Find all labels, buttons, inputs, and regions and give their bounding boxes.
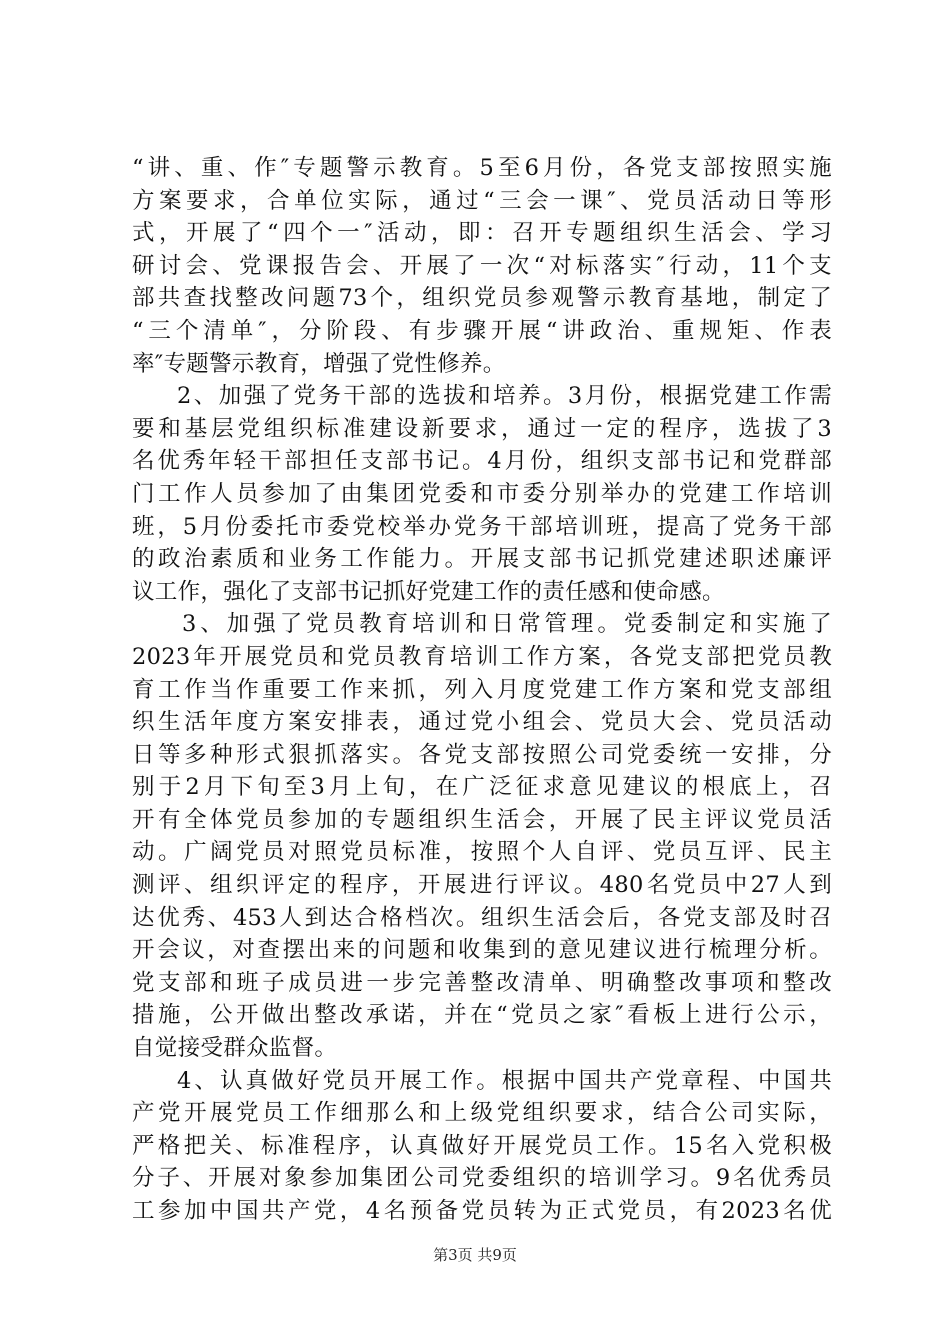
- text-line: 动。广阔党员对照党员标准，按照个人自评、党员互评、民主: [132, 839, 832, 866]
- text-line: 党支部和班子成员进一步完善整改清单、明确整改事项和整改: [132, 969, 832, 996]
- text-line: 部共查找整改问题73个，组织党员参观警示教育基地，制定了: [132, 285, 832, 312]
- text-line: 班，5月份委托市委党校举办党务干部培训班，提高了党务干部: [132, 513, 832, 540]
- text-line: 议工作，强化了支部书记抓好党建工作的责任感和使命感。: [132, 578, 725, 605]
- text-line: 织生活年度方案安排表，通过党小组会、党员大会、党员活动: [132, 709, 832, 736]
- text-line: “讲、重、作″专题警示教育。5至6月份，各党支部按照实施: [132, 155, 832, 181]
- text-line: 的政治素质和业务工作能力。开展支部书记抓党建述职述廉评: [132, 546, 832, 573]
- text-line: 分子、开展对象参加集团公司党委组织的培训学习。9名优秀员: [132, 1165, 832, 1192]
- text-line: 产党开展党员工作细那么和上级党组织要求，结合公司实际，: [132, 1100, 832, 1127]
- text-line: 要和基层党组织标准建设新要求，通过一定的程序，选拔了3: [132, 415, 832, 442]
- text-line: 别于2月下旬至3月上旬，在广泛征求意见建议的根底上，召: [132, 774, 832, 801]
- text-line: 严格把关、标准程序，认真做好开展党员工作。15名入党积极: [132, 1132, 832, 1159]
- document-body: [132, 152, 832, 1228]
- text-line: 措施，公开做出整改承诺，并在“党员之家″看板上进行公示，: [132, 1002, 832, 1029]
- paragraph-3-start: 3、加强了党员教育培训和日常管理。党委制定和实施了: [182, 611, 832, 638]
- text-line: 工参加中国共产党，4名预备党员转为正式党员，有2023名优: [132, 1198, 832, 1224]
- text-line: 日等多种形式狠抓落实。各党支部按照公司党委统一安排，分: [132, 741, 832, 768]
- text-line: 自觉接受群众监督。: [132, 1035, 338, 1062]
- text-line: 开会议，对查摆出来的问题和收集到的意见建议进行梳理分析。: [132, 937, 832, 964]
- text-line: “三个清单″，分阶段、有步骤开展“讲政治、重规矩、作表: [132, 317, 832, 344]
- text-line: 开有全体党员参加的专题组织生活会，开展了民主评议党员活: [132, 806, 832, 833]
- text-line: 名优秀年轻干部担任支部书记。4月份，组织支部书记和党群部: [132, 448, 832, 475]
- text-line: 式，开展了“四个一″活动，即：召开专题组织生活会、学习: [132, 220, 832, 247]
- text-line: 研讨会、党课报告会、开展了一次“对标落实″行动，11个支: [132, 252, 832, 279]
- paragraph-2-start: 2、加强了党务干部的选拔和培养。3月份，根据党建工作需: [177, 383, 832, 410]
- text-line: 率″专题警示教育，增强了党性修养。: [132, 350, 506, 377]
- text-line: 2023年开展党员和党员教育培训工作方案，各党支部把党员教: [132, 643, 832, 670]
- text-line: 达优秀、453人到达合格档次。组织生活会后，各党支部及时召: [132, 904, 832, 931]
- page-number-footer: 第3页 共9页: [433, 1246, 517, 1264]
- text-line: 门工作人员参加了由集团党委和市委分别举办的党建工作培训: [132, 480, 832, 507]
- text-line: 方案要求，合单位实际，通过“三会一课″、党员活动日等形: [132, 187, 832, 214]
- paragraph-4-start: 4、认真做好党员开展工作。根据中国共产党章程、中国共: [177, 1067, 832, 1094]
- text-line: 测评、组织评定的程序，开展进行评议。480名党员中27人到: [132, 872, 832, 899]
- text-line: 育工作当作重要工作来抓，列入月度党建工作方案和党支部组: [132, 676, 832, 703]
